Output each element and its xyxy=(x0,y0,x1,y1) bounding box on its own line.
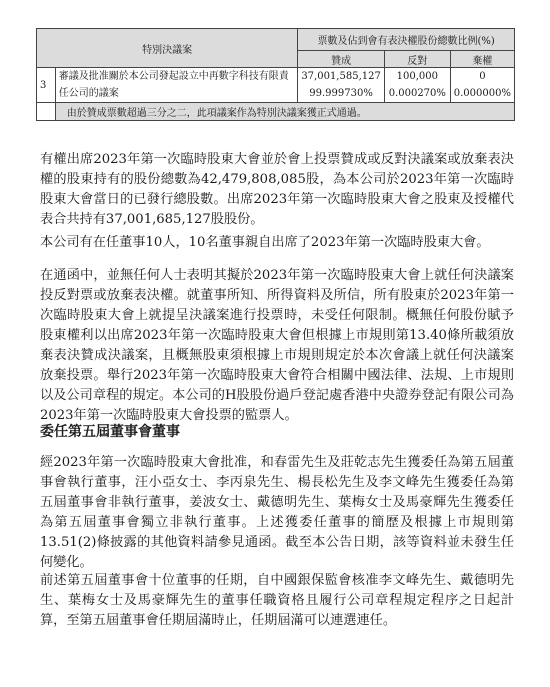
for-percent: 99.999730% xyxy=(309,88,373,99)
footnote-spacer xyxy=(37,103,56,121)
appointment-paragraph: 經2023年第一次臨時股東大會批准，和春雷先生及莊乾志先生獲委任為第五屆董事會執行董事，汪小亞女士、李丙泉先生、楊長松先生及李文峰先生獲委任為第五屆董事會非執行董事，姜波女士、戴德明先生、葉梅女士及馬豪輝先生獲委任為第五屆董事會獨立非執行董事。上述獲委任董事的簡歷及根據上市規則第13.51(2)條披露的其他資料請參見通函。截至本公告日期，該等資料並未發生任何變化。 xyxy=(40,455,514,570)
table-footnote: 由於贊成票數超過三分之二，此項議案作為特別決議案獲正式通過。 xyxy=(55,103,514,121)
header-for: 贊成 xyxy=(298,51,385,68)
directors-attendance-paragraph: 本公司有在任董事10人，10名董事親自出席了2023年第一次臨時股東大會。 xyxy=(40,235,490,250)
attendance-paragraph: 有權出席2023年第一次臨時股東大會並於會上投票贊成或反對決議案或放棄表決權的股東持有的股份總數為42,479,808,085股，為本公司於2023年第一次臨時股東大會當日的已發行總股數。出席2023年第一次臨時股東大會之股東及授權代表合共持有37,001,685,127股股份。 xyxy=(40,152,514,227)
against-count: 100,000 xyxy=(396,71,438,82)
header-votes: 票數及佔到會有表決權股份總數比例(%) xyxy=(298,29,515,51)
against-cell xyxy=(384,68,450,103)
header-against: 反對 xyxy=(384,51,450,68)
header-resolution: 特別決議案 xyxy=(37,29,298,68)
for-cell xyxy=(298,68,385,103)
against-percent: 0.000270% xyxy=(388,88,446,99)
table-row xyxy=(37,68,515,103)
resolution-number: 3 xyxy=(37,68,56,103)
term-paragraph: 前述第五屆董事會十位董事的任期，自中國銀保監會核准李文峰先生、戴德明先生、葉梅女士及馬豪輝先生的董事任職資格且履行公司章程規定程序之日起計算，至第五屆董事會任期屆滿時止，任期屆滿可以連選連任。 xyxy=(40,573,514,628)
abstain-percent: 0.000000% xyxy=(453,88,511,99)
for-count: 37,001,585,127 xyxy=(301,71,381,82)
abstain-cell xyxy=(450,68,514,103)
voting-restrictions-paragraph: 在通函中，並無任何人士表明其擬於2023年第一次臨時股東大會上就任何決議案投反對票或放棄表決權。就董事所知、所得資料及所信，所有股東於2023年第一次臨時股東大會上就提呈決議案進行投票時，未受任何限制。概無任何股份賦予股東權利以出席2023年第一次臨時股東大會但根據上市規則第13.40條所載須放棄表決贊成決議案，且概無股東須根據上市規則規定於本次會議上就任何決議案放棄投票。舉行2023年第一次臨時股東大會符合相關中國法律、法規、上市規則以及公司章程的規定。本公司的H股股份過戶登記處香港中央證券登記有限公司為2023年第一次臨時股東大會投票的監票人。 xyxy=(40,268,514,423)
header-abstain: 棄權 xyxy=(450,51,514,68)
section-heading: 委任第五屆董事會董事 xyxy=(40,424,180,440)
resolution-text: 審議及批准關於本公司發起設立中再數字科技有限責任公司的議案 xyxy=(55,68,298,103)
poll-results-table xyxy=(36,28,515,121)
abstain-count: 0 xyxy=(479,71,486,82)
